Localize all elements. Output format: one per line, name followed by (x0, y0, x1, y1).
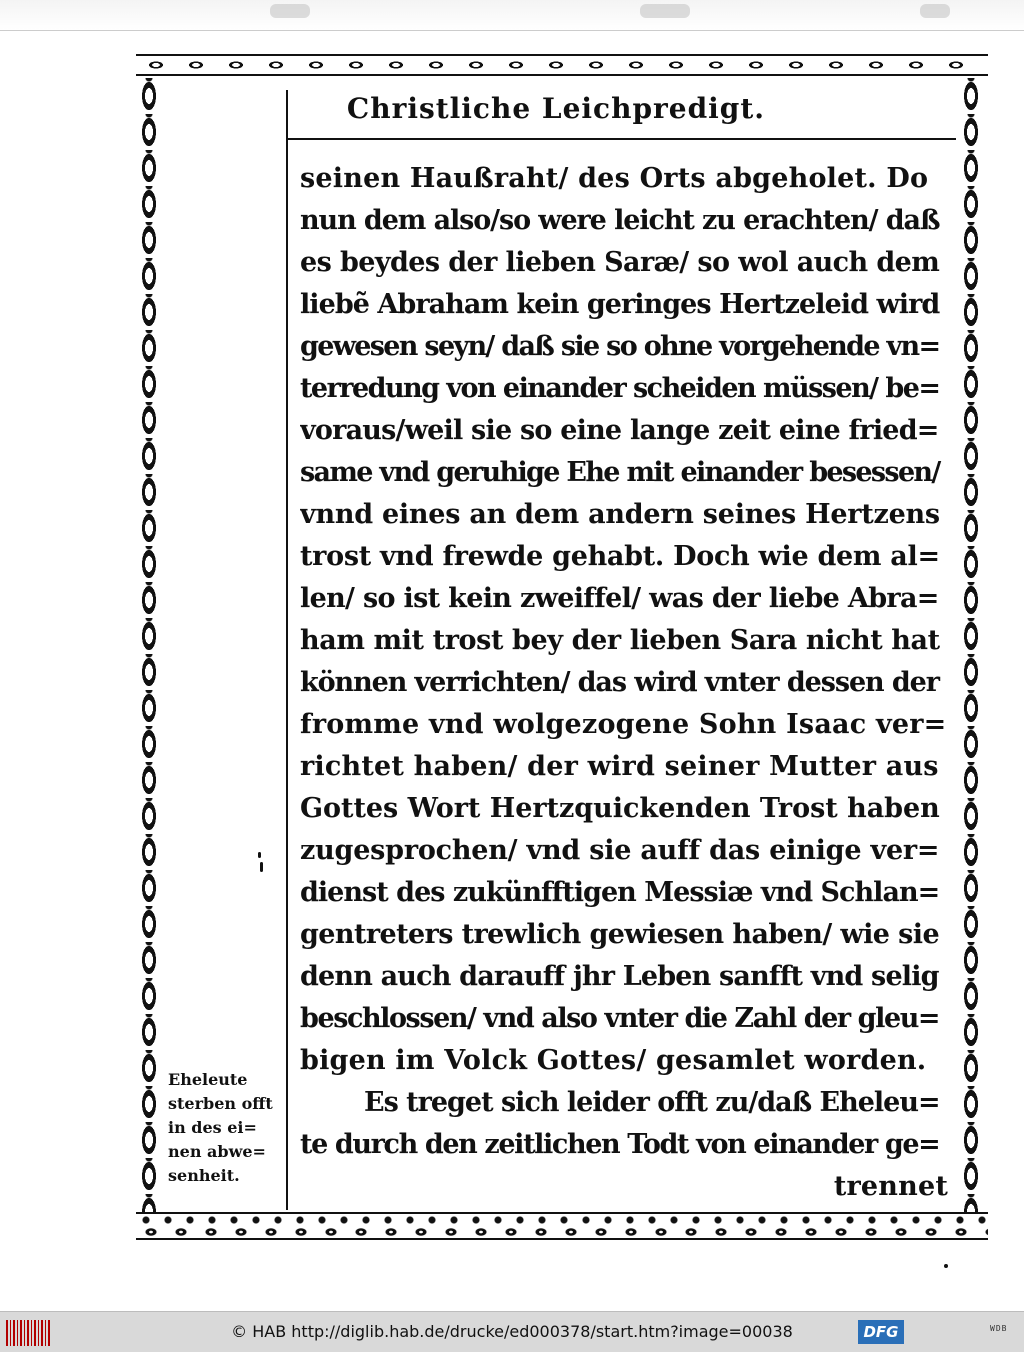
text-line: dienst des zukünfftigen Messiæ vnd Schlan= (300, 877, 940, 908)
text-line: len/ so ist kein zweiffel/ was der liebe Abra= (300, 583, 939, 614)
ink-mark (258, 852, 264, 872)
wdb-mark: WDB (990, 1324, 1008, 1333)
text-line: können verrichten/ das wird vnter dessen der (300, 667, 939, 698)
text-line: denn auch darauff jhr Leben sanfft vnd selig (300, 961, 939, 992)
text-line: gewesen seyn/ daß sie so ohne vorgehende vn= (300, 331, 940, 362)
text-line: te durch den zeitlichen Todt von einander ge= (300, 1129, 940, 1160)
body-text (300, 158, 948, 1166)
text-line: Gottes Wort Hertzquickenden Trost haben (300, 793, 940, 824)
ink-dot (944, 1264, 948, 1268)
text-line: voraus/weil sie so eine lange zeit eine fried= (300, 415, 939, 446)
text-line: ham mit trost bey der lieben Sara nicht hat (300, 625, 940, 656)
ornament-border-left (138, 78, 160, 1212)
text-line: same vnd geruhige Ehe mit einander besessen/ (300, 457, 940, 488)
head-rule (288, 138, 956, 140)
text-line: richtet haben/ der wird seiner Mutter aus (300, 751, 939, 782)
catchword: trennet (833, 1171, 948, 1202)
scan-smudge (920, 4, 950, 18)
text-line: liebẽ Abraham kein geringes Hertzeleid wird (300, 289, 940, 320)
text-line: trost vnd frewde gehabt. Doch wie dem al= (300, 541, 940, 572)
marginal-note-line: sterben offt (168, 1094, 273, 1113)
marginal-note-line: Eheleute (168, 1070, 248, 1089)
scan-smudge (640, 4, 690, 18)
text-line: nun dem also/so were leicht zu erachten/ daß (300, 205, 940, 236)
running-head: Christliche Leichpredigt. (346, 92, 766, 125)
text-line: Es treget sich leider offt zu/daß Eheleu= (364, 1087, 940, 1118)
text-line: bigen im Volck Gottes/ gesamlet worden. (300, 1045, 927, 1076)
viewer-footer (0, 1311, 1024, 1352)
marginal-note-line: senheit. (168, 1166, 240, 1185)
text-line: fromme vnd wolgezogene Sohn Isaac ver= (300, 709, 947, 740)
marginal-note (168, 1068, 286, 1188)
scan-top-edge (0, 0, 1024, 31)
scan-smudge (270, 4, 310, 18)
ornament-border-top (136, 52, 988, 78)
ornament-border-right (960, 78, 982, 1212)
text-line: gentreters trewlich gewiesen haben/ wie sie (300, 919, 940, 950)
text-line: terredung von einander scheiden müssen/ be= (300, 373, 940, 404)
text-line: es beydes der lieben Saræ/ so wol auch dem (300, 247, 940, 278)
text-line: zugesprochen/ vnd sie auff das einige ver= (300, 835, 940, 866)
marginal-note-line: in des ei= (168, 1118, 257, 1137)
ornament-border-bottom (136, 1212, 988, 1240)
copyright-link[interactable]: © HAB http://diglib.hab.de/drucke/ed000378/start.htm?image=00038 (231, 1322, 793, 1341)
margin-rule (286, 90, 288, 1210)
text-line: seinen Haußraht/ des Orts abgeholet. Do (300, 163, 929, 194)
marginal-note-line: nen abwe= (168, 1142, 266, 1161)
text-line: vnnd eines an dem andern seines Hertzens (300, 499, 940, 530)
text-line: beschlossen/ vnd also vnter die Zahl der gleu= (300, 1003, 940, 1034)
dfg-logo[interactable]: DFG (858, 1320, 904, 1344)
